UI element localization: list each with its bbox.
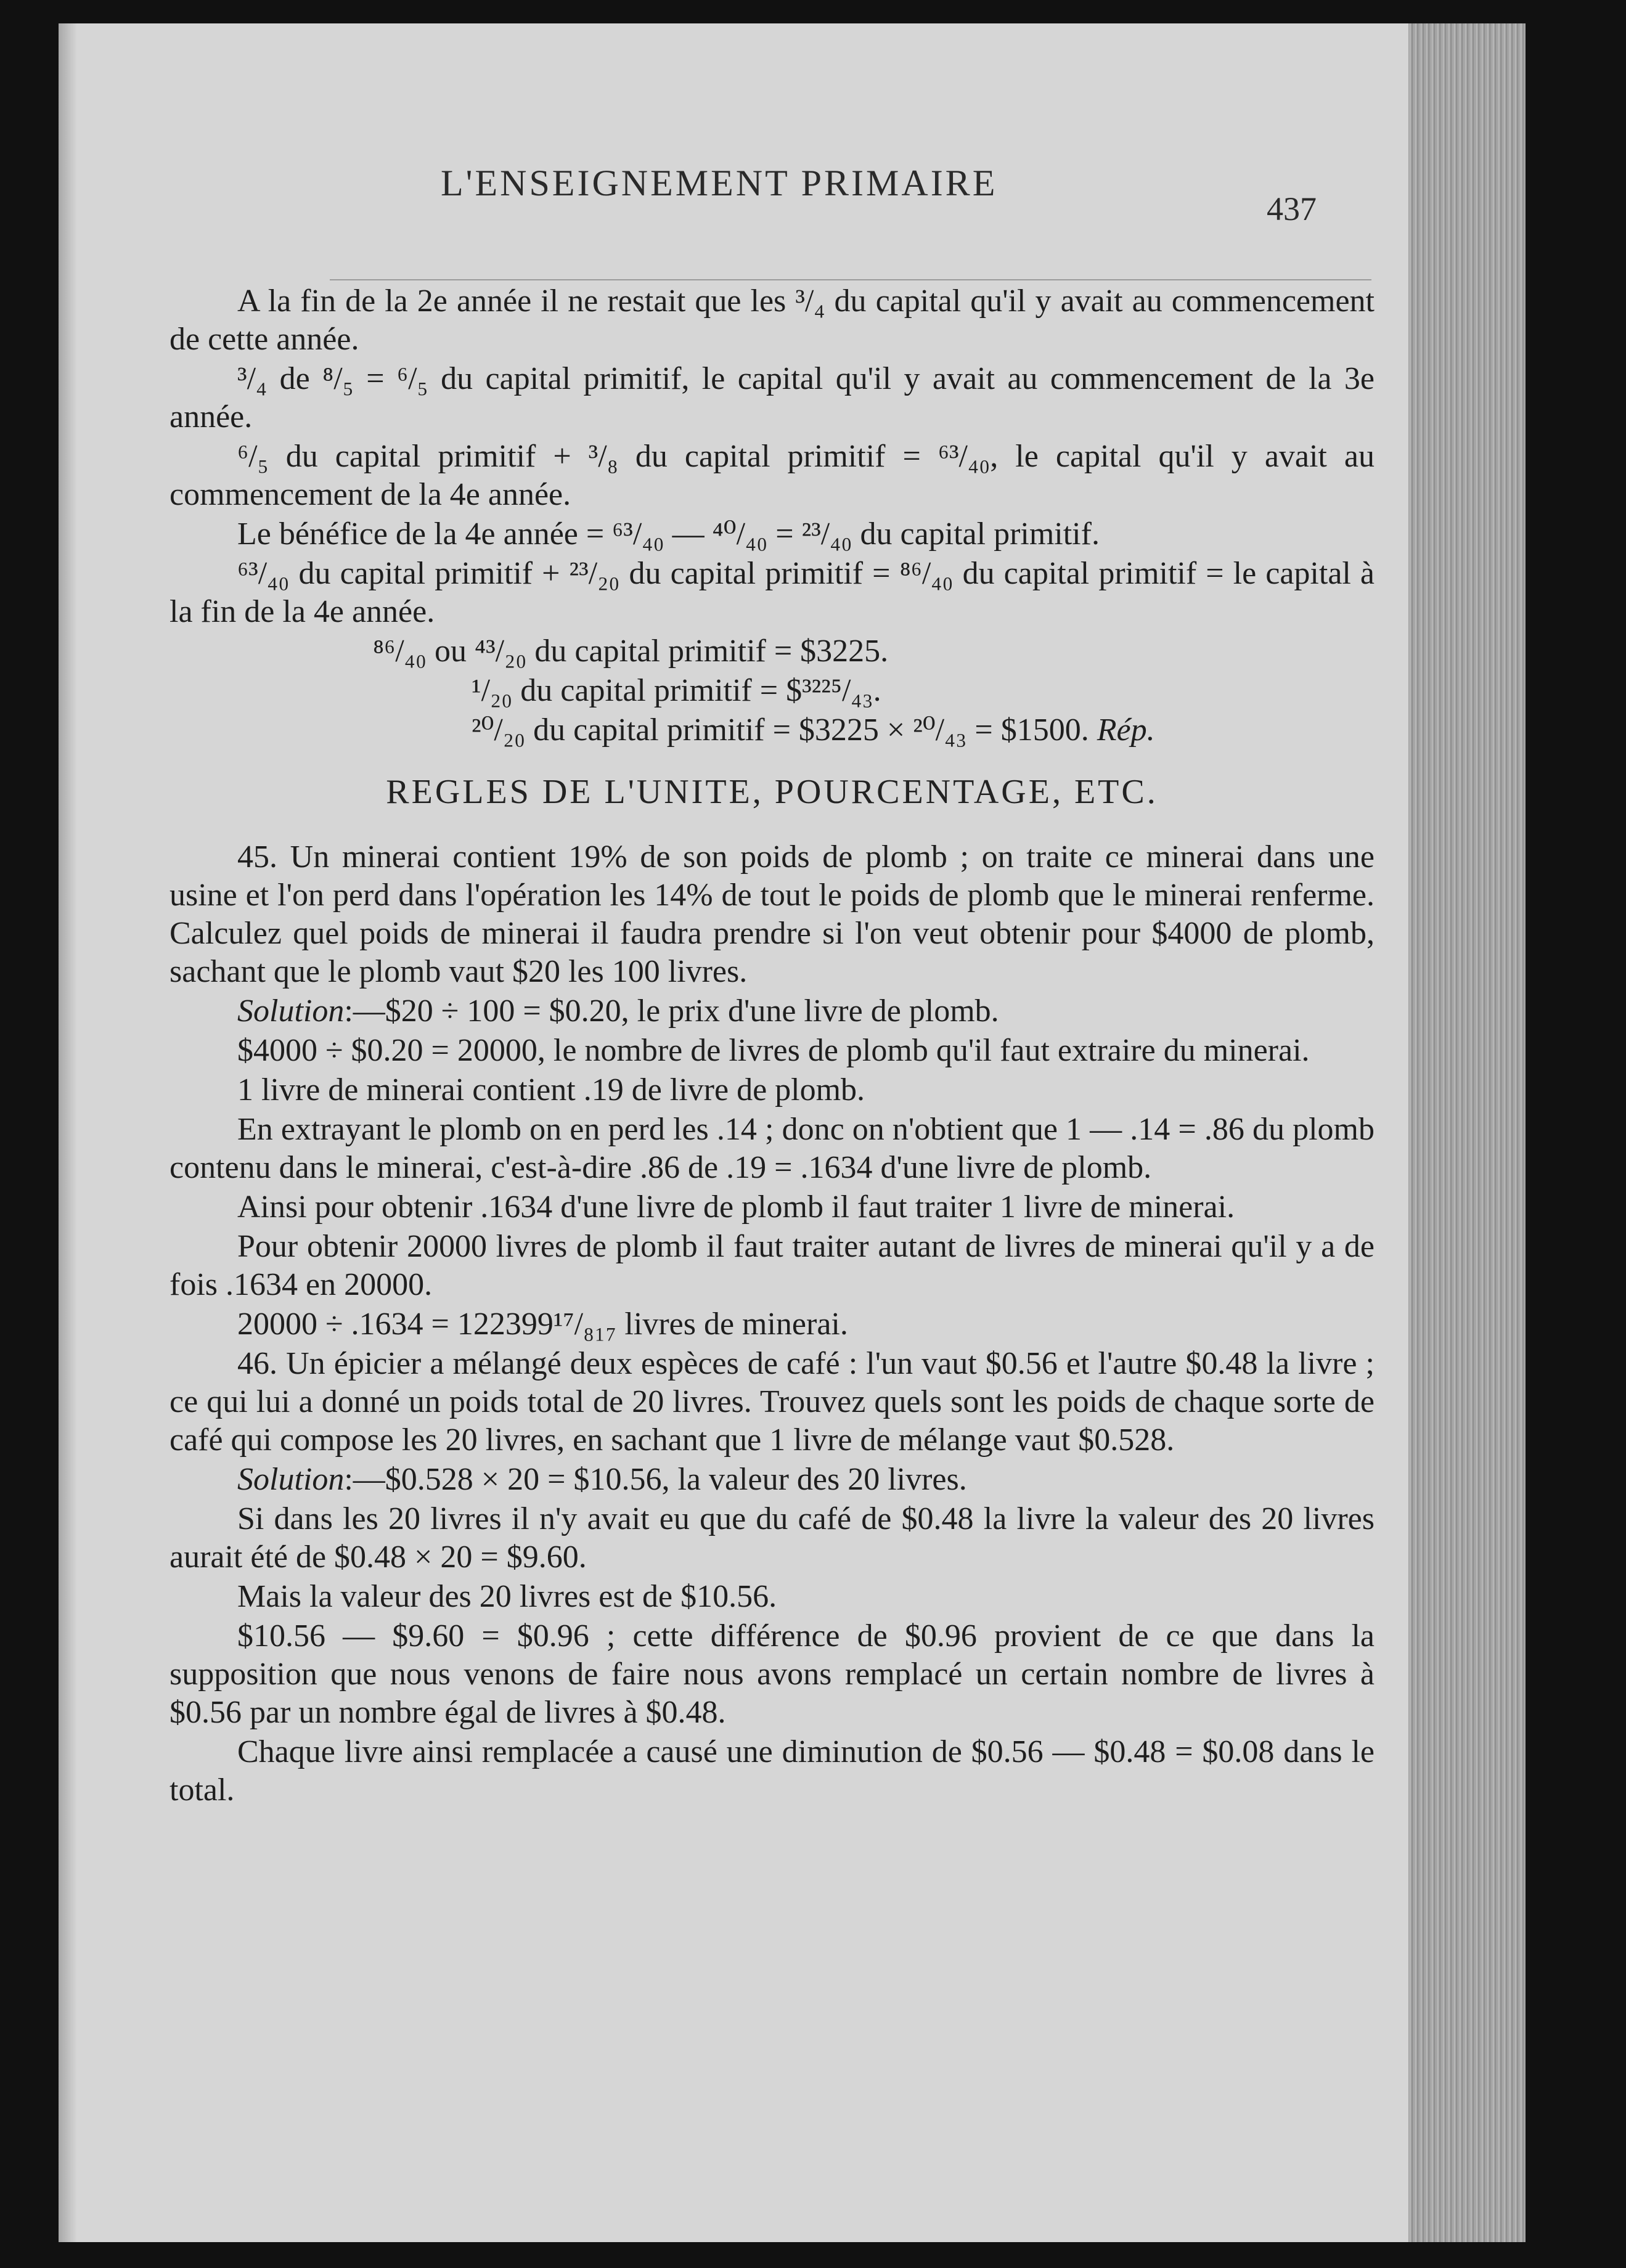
section-title: REGLES DE L'UNITE, POURCENTAGE, ETC.: [386, 773, 1158, 811]
equation-text: ²⁰/₂₀ du capital primitif = $3225 × ²⁰/₄₃ = $1500.: [472, 712, 1089, 748]
paragraph: Ainsi pour obtenir .1634 d'une livre de plomb il faut traiter 1 livre de minerai.: [237, 1189, 1235, 1225]
page-number: 437: [1267, 190, 1317, 227]
solution-text: :—$0.528 × 20 = $10.56, la valeur des 20 livres.: [344, 1462, 967, 1497]
book-page: [59, 23, 1526, 2242]
paragraph: Mais la valeur des 20 livres est de $10.56.: [237, 1579, 777, 1614]
paragraph: Chaque livre ainsi remplacée a causé une diminution de $0.56 — $0.48 = $0.08 dans le total.: [170, 1734, 1375, 1808]
page-gutter: [59, 23, 77, 2242]
solution-line: [170, 992, 1375, 1030]
paragraph: Si dans les 20 livres il n'y avait eu que du café de $0.48 la livre la valeur des 20 livres aurait été de $0.48 × 20 = $9.60.: [170, 1501, 1375, 1575]
paragraph: Pour obtenir 20000 livres de plomb il faut traiter autant de livres de minerai qu'il y a de fois .1634 en 20000.: [170, 1229, 1375, 1302]
page-edges: [1408, 23, 1526, 2242]
paragraph: Le bénéfice de la 4e année = ⁶³/₄₀ — ⁴⁰/₄₀ = ²³/₄₀ du capital primitif.: [237, 516, 1100, 552]
paragraph: En extrayant le plomb on en perd les .14 ; donc on n'obtient que 1 — .14 = .86 du plomb contenu dans le minerai, c'est-à-dire .86 de .19 = .1634 d'une livre de plomb.: [170, 1112, 1375, 1185]
answer-label: Rép.: [1097, 712, 1155, 748]
running-header: L'ENSEIGNEMENT PRIMAIRE: [441, 163, 998, 203]
paragraph: ³/₄ de ⁸/₅ = ⁶/₅ du capital primitif, le capital qu'il y avait au commencement de la 3e année.: [170, 361, 1375, 434]
solution-text: :—$20 ÷ 100 = $0.20, le prix d'une livre de plomb.: [344, 993, 999, 1029]
equation-line: [170, 711, 1375, 749]
solution-label: Solution: [237, 1462, 345, 1497]
paragraph: A la fin de la 2e année il ne restait que les ³/₄ du capital qu'il y avait au commencement de cette année.: [170, 284, 1375, 357]
header-rule: [330, 279, 1371, 280]
solution-label: Solution: [237, 993, 345, 1029]
equation-line: ⁸⁶/₄₀ ou ⁴³/₂₀ du capital primitif = $3225.: [373, 634, 889, 669]
paragraph: 20000 ÷ .1634 = 122399¹⁷/₈₁₇ livres de minerai.: [237, 1307, 848, 1342]
solution-line: [170, 1461, 1375, 1499]
equation-line: ¹/₂₀ du capital primitif = $³²²⁵/₄₃.: [472, 673, 881, 708]
page-body: [170, 282, 1375, 1811]
paragraph: ⁶/₅ du capital primitif + ³/₈ du capital primitif = ⁶³/₄₀, le capital qu'il y avait au commencement de la 4e année.: [170, 439, 1375, 512]
paragraph: ⁶³/₄₀ du capital primitif + ²³/₂₀ du capital primitif = ⁸⁶/₄₀ du capital primitif = le capital à la fin de la 4e année.: [170, 556, 1375, 629]
paragraph: $4000 ÷ $0.20 = 20000, le nombre de livres de plomb qu'il faut extraire du minerai.: [237, 1033, 1310, 1068]
paragraph: 1 livre de minerai contient .19 de livre de plomb.: [237, 1072, 865, 1107]
paragraph: $10.56 — $9.60 = $0.96 ; cette différence de $0.96 provient de ce que dans la supposition que nous venons de faire nous avons remplacé un certain nombre de livres à $0.56 par un nombre égal de livres à $0.48.: [170, 1618, 1375, 1730]
problem-statement: 46. Un épicier a mélangé deux espèces de café : l'un vaut $0.56 et l'autre $0.48 la livre ; ce qui lui a donné un poids total de 20 livres. Trouvez quels sont les poids de chaque sorte de café qui compose les 20 livres, en sachant que 1 livre de mélange vaut $0.528.: [170, 1346, 1375, 1458]
problem-statement: 45. Un minerai contient 19% de son poids de plomb ; on traite ce minerai dans une usine et l'on perd dans l'opération les 14% de tout le poids de plomb que le minerai renferme. Calculez quel poids de minerai il faudra prendre si l'on veut obtenir pour $4000 de plomb, sachant que le plomb vaut $20 les 100 livres.: [170, 839, 1375, 989]
